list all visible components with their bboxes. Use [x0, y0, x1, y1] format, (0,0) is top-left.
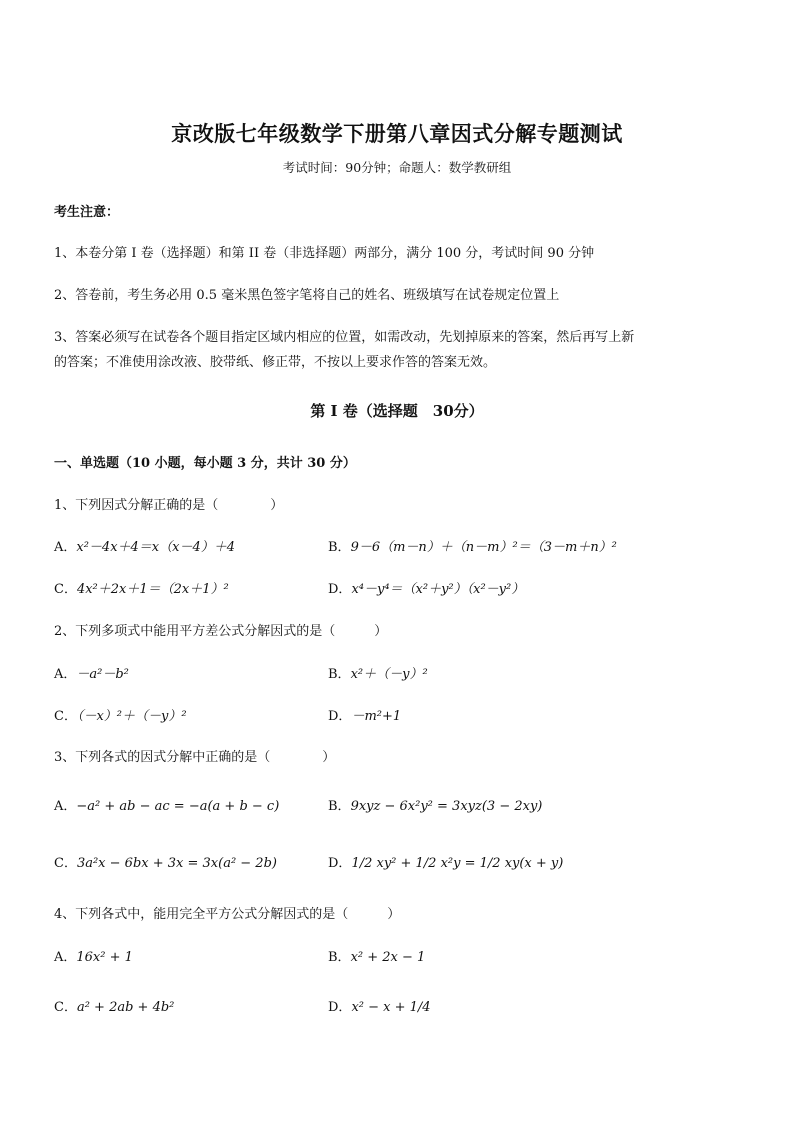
q1-option-d[interactable]	[328, 578, 524, 597]
notice-item-2: 2、答卷前，考生务必用 0.5 毫米黑色签字笔将自己的姓名、班级填写在试卷规定位置上	[54, 288, 560, 303]
option-label: B．	[328, 540, 351, 555]
option-label: C．	[54, 856, 77, 871]
page-title: 京改版七年级数学下册第八章因式分解专题测试	[171, 121, 623, 146]
option-text: 16x² + 1	[76, 950, 133, 965]
option-label: A．	[54, 950, 77, 965]
notice-item-3: 3、答案必须写在试卷各个题目指定区域内相应的位置，如需改动，先划掉原来的答案，然后再写上新	[54, 330, 635, 345]
option-text: －m²+1	[351, 709, 402, 724]
q1-option-c[interactable]	[54, 578, 229, 597]
option-text: 9－6（m－n）＋（n－m）²＝（3－m＋n）²	[350, 540, 617, 555]
q2-option-b[interactable]	[328, 663, 428, 682]
option-text: 4x²＋2x＋1＝（2x＋1）²	[76, 582, 229, 597]
q2-option-a[interactable]	[54, 663, 129, 682]
option-label: D．	[328, 856, 352, 871]
question-3-stem: 3、下列各式的因式分解中正确的是（ ）	[54, 750, 336, 765]
option-text: 9xyz − 6x²y² = 3xyz(3 − 2xy)	[350, 799, 543, 814]
q2-option-d[interactable]	[328, 705, 401, 724]
option-text: x² + 2x − 1	[350, 950, 426, 965]
option-label: A．	[54, 540, 77, 555]
option-label: A．	[54, 799, 77, 814]
notice-heading: 考生注意：	[54, 205, 120, 220]
option-label: D．	[328, 709, 352, 724]
notice-item-3-cont: 的答案；不准使用涂改液、胶带纸、修正带，不按以上要求作答的答案无效。	[54, 355, 497, 370]
option-text: x²＋（－y）²	[350, 667, 428, 682]
option-text: x² − x + 1/4	[351, 1000, 431, 1015]
option-text: 1/2 xy² + 1/2 x²y = 1/2 xy(x + y)	[351, 856, 564, 871]
q4-option-d[interactable]	[328, 996, 431, 1015]
option-text: 3a²x − 6bx + 3x = 3x(a² − 2b)	[76, 856, 277, 871]
question-1-stem: 1、下列因式分解正确的是（ ）	[54, 498, 284, 513]
option-label: D．	[328, 1000, 352, 1015]
q3-option-c[interactable]	[54, 852, 277, 871]
option-text: x²－4x＋4＝x（x－4）＋4	[76, 540, 236, 555]
q1-option-a[interactable]	[54, 536, 235, 555]
option-label: C．	[54, 1000, 77, 1015]
q3-option-b[interactable]	[328, 795, 542, 814]
option-label: A．	[54, 667, 77, 682]
q4-option-b[interactable]	[328, 946, 425, 965]
q3-option-d[interactable]	[328, 852, 563, 871]
option-label: D．	[328, 582, 352, 597]
option-label: B．	[328, 950, 351, 965]
option-label: C．	[54, 582, 77, 597]
q1-option-b[interactable]	[328, 536, 617, 555]
option-text: −a² + ab − ac = −a(a + b − c)	[76, 799, 280, 814]
exam-info: 考试时间：90分钟；命题人：数学教研组	[282, 160, 512, 175]
notice-item-1: 1、本卷分第 I 卷（选择题）和第 II 卷（非选择题）两部分，满分 100 分，考试时间 90 分钟	[54, 246, 595, 261]
question-2-stem: 2、下列多项式中能用平方差公式分解因式的是（ ）	[54, 624, 388, 639]
q4-option-a[interactable]	[54, 946, 133, 965]
option-label: C．	[54, 709, 77, 724]
part-heading: 一、单选题（10 小题，每小题 3 分，共计 30 分）	[54, 456, 356, 471]
option-text: a² + 2ab + 4b²	[76, 1000, 175, 1015]
option-text: －a²－b²	[76, 667, 129, 682]
section-title: 第 I 卷（选择题 30分）	[310, 402, 484, 420]
option-text: （－x）²＋（－y）²	[76, 709, 187, 724]
q3-option-a[interactable]	[54, 795, 279, 814]
option-label: B．	[328, 667, 351, 682]
q4-option-c[interactable]	[54, 996, 174, 1015]
option-label: B．	[328, 799, 351, 814]
q2-option-c[interactable]	[54, 705, 187, 724]
option-text: x⁴－y⁴＝（x²＋y²）（x²－y²）	[351, 582, 525, 597]
question-4-stem: 4、下列各式中，能用完全平方公式分解因式的是（ ）	[54, 907, 401, 922]
